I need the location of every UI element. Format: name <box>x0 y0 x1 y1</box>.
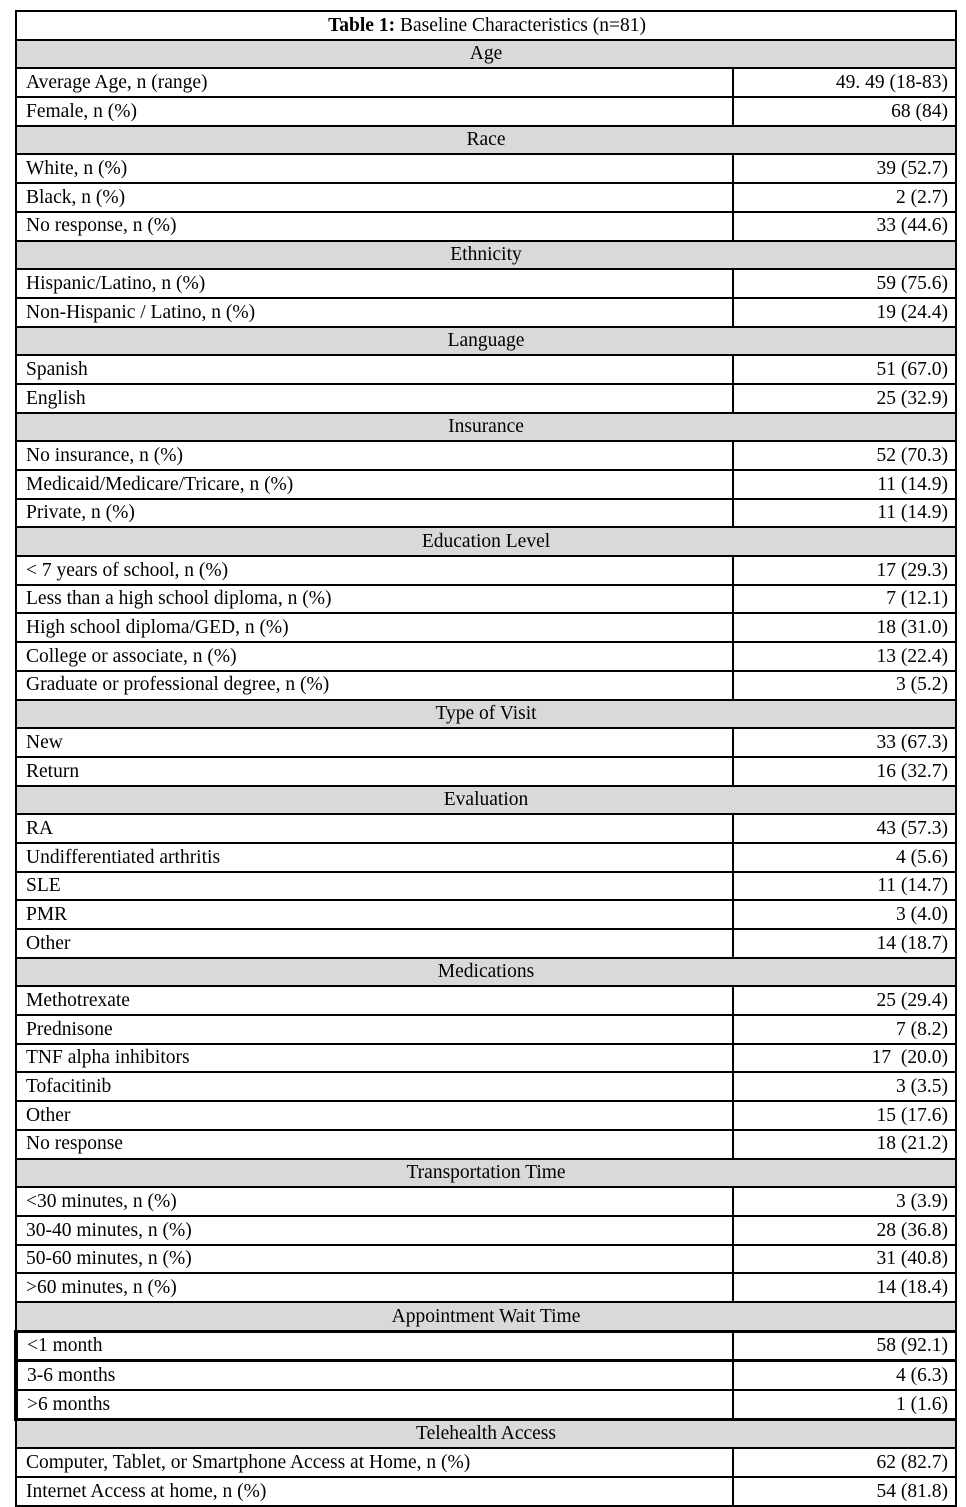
table-title-text: Baseline Characteristics (n=81) <box>399 14 646 36</box>
table-row <box>16 929 956 958</box>
row-value: 31 (40.8) <box>733 1245 956 1274</box>
section-header-label: Type of Visit <box>16 700 956 729</box>
table-row <box>16 470 956 499</box>
row-label: SLE <box>16 872 733 901</box>
row-value: 11 (14.9) <box>733 470 956 499</box>
table-row <box>16 872 956 901</box>
table-row <box>16 585 956 614</box>
section-header-label: Evaluation <box>16 786 956 815</box>
section-header-label: Age <box>16 40 956 69</box>
row-value: 7 (12.1) <box>733 585 956 614</box>
section-header-label: Ethnicity <box>16 241 956 270</box>
section-header-medications <box>16 958 956 987</box>
row-value: 3 (5.2) <box>733 671 956 700</box>
row-label: 3-6 months <box>16 1361 733 1390</box>
table-row <box>16 613 956 642</box>
row-value: 51 (67.0) <box>733 355 956 384</box>
table-row <box>16 1101 956 1130</box>
table-row <box>16 384 956 413</box>
row-value: 54 (81.8) <box>733 1477 956 1506</box>
row-value: 58 (92.1) <box>733 1331 956 1361</box>
row-label: 50-60 minutes, n (%) <box>16 1245 733 1274</box>
row-label: >6 months <box>16 1390 733 1419</box>
row-label: <1 month <box>16 1331 733 1361</box>
table-row <box>16 1245 956 1274</box>
row-value: 43 (57.3) <box>733 814 956 843</box>
row-label: Computer, Tablet, or Smartphone Access at Home, n (%) <box>16 1448 733 1477</box>
table-row <box>16 1072 956 1101</box>
row-value: 13 (22.4) <box>733 642 956 671</box>
row-value: 4 (6.3) <box>733 1361 956 1390</box>
section-header-label: Race <box>16 126 956 155</box>
table-row <box>16 986 956 1015</box>
section-header-type-of-visit <box>16 700 956 729</box>
row-value: 1 (1.6) <box>733 1390 956 1419</box>
row-label: No response <box>16 1130 733 1159</box>
row-value: 19 (24.4) <box>733 298 956 327</box>
row-value: 2 (2.7) <box>733 183 956 212</box>
row-label: Internet Access at home, n (%) <box>16 1477 733 1506</box>
row-value: 17 (20.0) <box>733 1044 956 1073</box>
section-header-insurance <box>16 413 956 442</box>
row-label: RA <box>16 814 733 843</box>
table-row <box>16 154 956 183</box>
row-value: 68 (84) <box>733 97 956 126</box>
row-value: 14 (18.4) <box>733 1273 956 1302</box>
row-label: Medicaid/Medicare/Tricare, n (%) <box>16 470 733 499</box>
table-row <box>16 556 956 585</box>
table-row <box>16 671 956 700</box>
table-row <box>16 1044 956 1073</box>
table-row <box>16 97 956 126</box>
section-header-label: Telehealth Access <box>16 1419 956 1448</box>
row-value: 16 (32.7) <box>733 757 956 786</box>
table-title-prefix: Table 1: <box>328 14 396 36</box>
section-header-label: Language <box>16 327 956 356</box>
row-value: 33 (44.6) <box>733 212 956 241</box>
table-row <box>16 1015 956 1044</box>
section-header-evaluation <box>16 786 956 815</box>
section-header-label: Medications <box>16 958 956 987</box>
row-label: PMR <box>16 900 733 929</box>
baseline-characteristics-table <box>14 10 957 1507</box>
row-value: 49. 49 (18-83) <box>733 68 956 97</box>
row-value: 3 (4.0) <box>733 900 956 929</box>
table-row <box>16 183 956 212</box>
table-title <box>16 11 956 40</box>
section-header-ethnicity <box>16 241 956 270</box>
row-label: Black, n (%) <box>16 183 733 212</box>
row-value: 18 (31.0) <box>733 613 956 642</box>
table-row <box>16 900 956 929</box>
row-value: 25 (29.4) <box>733 986 956 1015</box>
row-value: 39 (52.7) <box>733 154 956 183</box>
table-row <box>16 1187 956 1216</box>
row-label: No response, n (%) <box>16 212 733 241</box>
table-row <box>16 728 956 757</box>
table-row <box>16 441 956 470</box>
row-value: 7 (8.2) <box>733 1015 956 1044</box>
table-row <box>16 212 956 241</box>
row-value: 33 (67.3) <box>733 728 956 757</box>
row-label: English <box>16 384 733 413</box>
section-header-telehealth-access <box>16 1419 956 1448</box>
row-label: Spanish <box>16 355 733 384</box>
row-label: 30-40 minutes, n (%) <box>16 1216 733 1245</box>
section-header-label: Education Level <box>16 527 956 556</box>
row-label: Average Age, n (range) <box>16 68 733 97</box>
table-row <box>16 1390 956 1419</box>
row-label: >60 minutes, n (%) <box>16 1273 733 1302</box>
row-label: Return <box>16 757 733 786</box>
table-row <box>16 1361 956 1390</box>
table-row <box>16 642 956 671</box>
row-value: 52 (70.3) <box>733 441 956 470</box>
section-header-appointment-wait-time <box>16 1302 956 1331</box>
section-header-label: Insurance <box>16 413 956 442</box>
table-row <box>16 1331 956 1361</box>
row-value: 11 (14.7) <box>733 872 956 901</box>
table-row <box>16 269 956 298</box>
row-label: <30 minutes, n (%) <box>16 1187 733 1216</box>
row-label: College or associate, n (%) <box>16 642 733 671</box>
row-label: No insurance, n (%) <box>16 441 733 470</box>
table-row <box>16 1130 956 1159</box>
section-header-race <box>16 126 956 155</box>
row-label: Undifferentiated arthritis <box>16 843 733 872</box>
row-label: Prednisone <box>16 1015 733 1044</box>
row-label: Other <box>16 929 733 958</box>
row-value: 4 (5.6) <box>733 843 956 872</box>
row-value: 17 (29.3) <box>733 556 956 585</box>
section-header-transportation-time <box>16 1159 956 1188</box>
row-value: 62 (82.7) <box>733 1448 956 1477</box>
row-value: 14 (18.7) <box>733 929 956 958</box>
row-label: Non-Hispanic / Latino, n (%) <box>16 298 733 327</box>
section-header-label: Appointment Wait Time <box>16 1302 956 1331</box>
table-row <box>16 355 956 384</box>
row-label: Tofacitinib <box>16 1072 733 1101</box>
table-row <box>16 1448 956 1477</box>
row-label: White, n (%) <box>16 154 733 183</box>
row-label: High school diploma/GED, n (%) <box>16 613 733 642</box>
table-row <box>16 499 956 528</box>
table-row <box>16 757 956 786</box>
section-header-language <box>16 327 956 356</box>
section-header-education-level <box>16 527 956 556</box>
table-row <box>16 1477 956 1506</box>
row-label: Methotrexate <box>16 986 733 1015</box>
row-label: New <box>16 728 733 757</box>
row-label: TNF alpha inhibitors <box>16 1044 733 1073</box>
row-value: 25 (32.9) <box>733 384 956 413</box>
row-label: Less than a high school diploma, n (%) <box>16 585 733 614</box>
section-header-age <box>16 40 956 69</box>
table-row <box>16 1273 956 1302</box>
row-label: Other <box>16 1101 733 1130</box>
table-title-row <box>16 11 956 40</box>
section-header-label: Transportation Time <box>16 1159 956 1188</box>
table-row <box>16 814 956 843</box>
row-value: 18 (21.2) <box>733 1130 956 1159</box>
table-row <box>16 298 956 327</box>
row-value: 11 (14.9) <box>733 499 956 528</box>
row-value: 3 (3.9) <box>733 1187 956 1216</box>
row-label: Hispanic/Latino, n (%) <box>16 269 733 298</box>
table-row <box>16 843 956 872</box>
row-value: 15 (17.6) <box>733 1101 956 1130</box>
row-label: Graduate or professional degree, n (%) <box>16 671 733 700</box>
row-value: 28 (36.8) <box>733 1216 956 1245</box>
row-label: < 7 years of school, n (%) <box>16 556 733 585</box>
row-value: 59 (75.6) <box>733 269 956 298</box>
table-row <box>16 1216 956 1245</box>
row-value: 3 (3.5) <box>733 1072 956 1101</box>
row-label: Female, n (%) <box>16 97 733 126</box>
table-row <box>16 68 956 97</box>
row-label: Private, n (%) <box>16 499 733 528</box>
